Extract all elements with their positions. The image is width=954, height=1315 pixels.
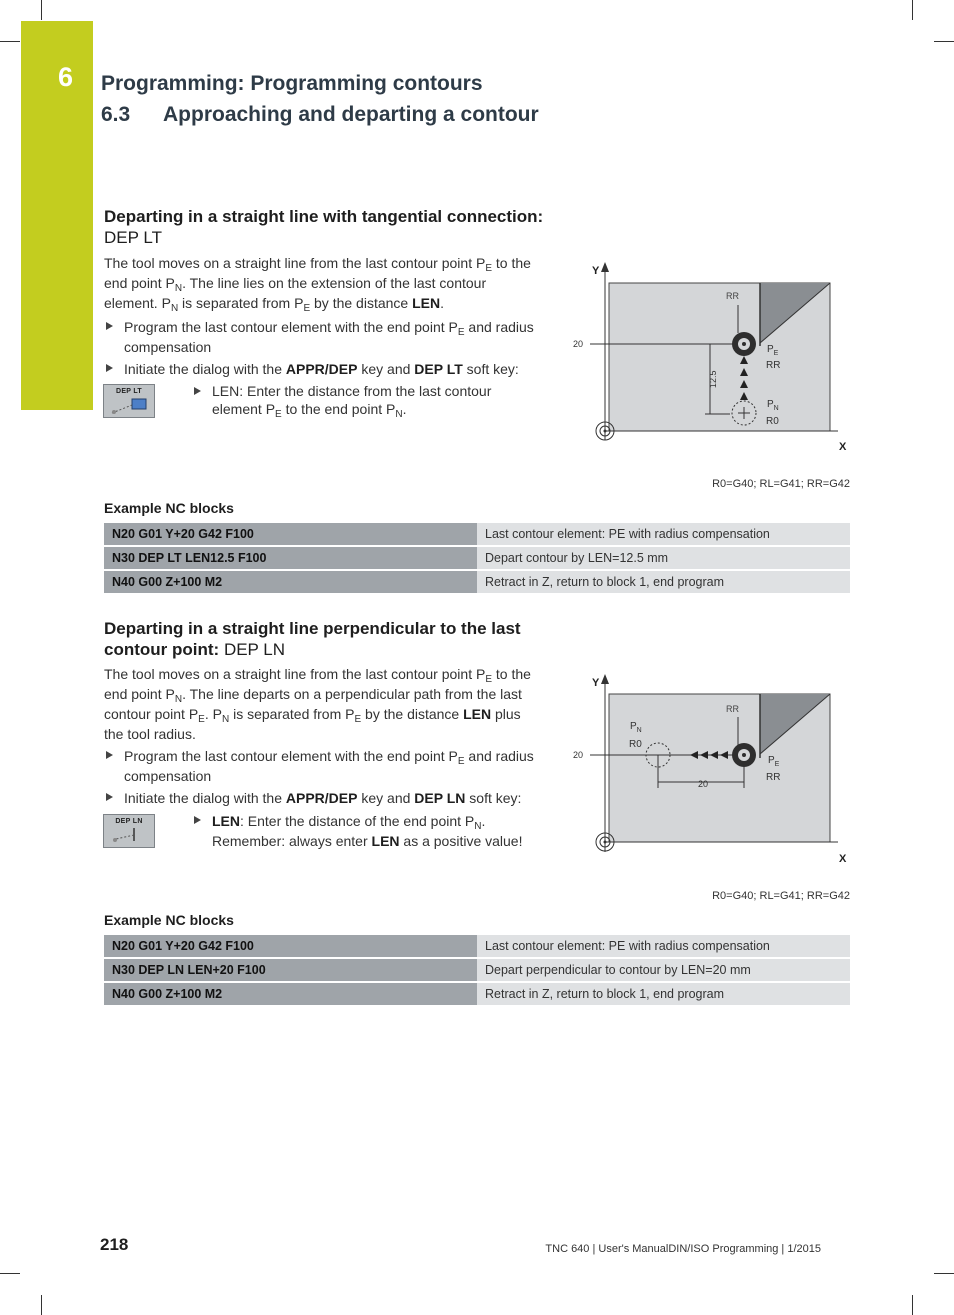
table-row: N20 G01 Y+20 G42 F100 Last contour element: PE with radius compensation — [104, 935, 850, 958]
dep-lt-caption: R0=G40; RL=G41; RR=G42 — [712, 478, 850, 490]
dep-ln-example-label: Example NC blocks — [104, 912, 234, 928]
dep-ln-diagram — [560, 670, 856, 866]
softkey-label: DEP LT — [115, 388, 143, 395]
tool-pe-icon — [732, 743, 756, 767]
dep-ln-nc-table — [104, 935, 850, 1007]
y-axis-arrow — [601, 262, 609, 272]
dep-lt-intro: The tool moves on a straight line from the last contour point $P_E$ to the end point $P_N$. The line lies on the extension of the last contour element. $P_N$ is separated from $P_E$ by the distance LEN. — [104, 255, 531, 314]
dep-lt-diagram — [560, 258, 856, 454]
tool-pe-icon — [732, 332, 756, 356]
x-axis-label: X — [839, 853, 847, 865]
section-title: Approaching and departing a contour — [163, 103, 539, 126]
chapter-tab — [21, 21, 93, 410]
y-axis-label: Y — [592, 677, 600, 689]
dep-ln-intro: The tool moves on a straight line from the last contour point $P_E$ to the end point $P_N$. The line departs on a perpendicular path from the last contour point $P_E$. $P_N$ is separated from $P_E$ by the distance LEN plus the tool radius. — [104, 666, 531, 742]
rr-label: RR — [726, 291, 739, 301]
dep-lt-bullet-program: Program the last contour element with the end point $P_E$ and radius compensation — [106, 317, 536, 357]
dep-ln-heading: Departing in a straight line perpendicular to the last contour point: DEP LN — [104, 619, 521, 659]
crop-mark — [912, 1295, 913, 1315]
table-row: N30 DEP LT LEN12.5 F100 Depart contour by LEN=12.5 mm — [104, 546, 850, 570]
svg-text:PN: $P_N$ — [630, 721, 642, 734]
dep-lt-example-label: Example NC blocks — [104, 500, 234, 516]
crop-mark — [0, 41, 20, 42]
y-value-label: 20 — [573, 339, 584, 349]
crop-mark — [934, 41, 954, 42]
dep-lt-nc-table — [104, 523, 850, 595]
footer-text: TNC 640 | User's ManualDIN/ISO Programming | 1/2015 — [545, 1243, 821, 1255]
crop-mark — [934, 1273, 954, 1274]
softkey-label: DEP LN — [115, 818, 143, 825]
crop-mark — [912, 0, 913, 20]
svg-text:RR: RR — [766, 772, 781, 783]
dep-lt-softkey-icon — [110, 397, 150, 415]
dep-ln-bullet-dialog: Initiate the dialog with the APPR/DEP key and DEP LN soft key: — [106, 788, 536, 808]
svg-text:PN: $P_N$ — [767, 399, 779, 412]
rr-label: RR — [726, 704, 739, 714]
svg-text:R0: R0 — [629, 739, 642, 750]
chapter-title: Programming: Programming contours — [101, 72, 483, 95]
dep-lt-heading: Departing in a straight line with tangential connection: DEP LT — [104, 207, 544, 247]
dimension-label: 12.5 — [708, 370, 718, 388]
chapter-number: 6 — [58, 62, 74, 92]
svg-text:PE: $P_E$ — [767, 344, 779, 357]
y-value-label: 20 — [573, 750, 584, 760]
svg-text:R0: R0 — [766, 416, 779, 427]
page-number: 218 — [100, 1235, 129, 1254]
dep-lt-sub-len: LEN: Enter the distance from the last contour element $P_E$ to the end point $P_N$. — [194, 382, 540, 418]
dep-ln-sub-len: LEN: Enter the distance of the end point $P_N$. Remember: always enter LEN as a positive value! — [194, 811, 540, 851]
table-row: N30 DEP LN LEN+20 F100 Depart perpendicular to contour by LEN=20 mm — [104, 958, 850, 982]
section-number: 6.3 — [101, 103, 131, 126]
crop-mark — [41, 1295, 42, 1315]
dep-ln-bullet-program: Program the last contour element with the end point $P_E$ and radius compensation — [106, 746, 536, 786]
dimension-label: 20 — [698, 779, 709, 789]
table-row: N40 G00 Z+100 M2 Retract in Z, return to block 1, end program — [104, 982, 850, 1006]
dep-ln-softkey-icon — [110, 827, 150, 845]
section-heading — [101, 103, 539, 127]
dep-lt-bullet-dialog: Initiate the dialog with the APPR/DEP key and DEP LT soft key: — [106, 359, 536, 379]
y-axis-arrow — [601, 674, 609, 684]
dep-ln-softkey[interactable] — [103, 814, 155, 848]
crop-mark — [0, 1273, 20, 1274]
crop-mark — [41, 0, 42, 20]
dep-ln-caption: R0=G40; RL=G41; RR=G42 — [712, 890, 850, 902]
dep-lt-softkey[interactable] — [103, 384, 155, 418]
y-axis-label: Y — [592, 265, 600, 277]
x-axis-label: X — [839, 441, 847, 453]
svg-text:RR: RR — [766, 360, 781, 371]
svg-text:PE: $P_E$ — [768, 755, 780, 768]
table-row: N40 G00 Z+100 M2 Retract in Z, return to block 1, end program — [104, 570, 850, 594]
table-row: N20 G01 Y+20 G42 F100 Last contour element: PE with radius compensation — [104, 523, 850, 546]
